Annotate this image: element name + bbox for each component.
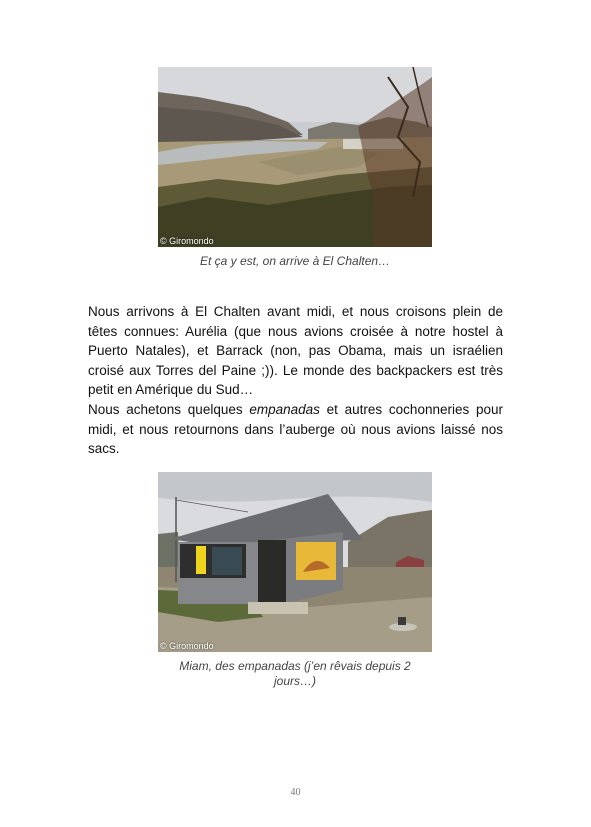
photo-caption: Miam, des empanadas (j’en rêvais depuis 2 jours…) (179, 659, 411, 688)
photo-watermark: © Giromondo (160, 641, 214, 651)
emphasized-word: empanadas (249, 402, 320, 417)
empanada-hut-photo (158, 472, 432, 652)
empanada-hut-image (158, 472, 432, 652)
photo-caption: Et ça y est, on arrive à El Chalten… (199, 254, 391, 268)
body-paragraph-2 (88, 400, 503, 459)
photo-watermark: © Giromondo (160, 236, 214, 246)
paragraph-text: Nous achetons quelques (88, 402, 250, 417)
el-chalten-landscape-image (158, 67, 432, 247)
body-paragraph-1: Nous arrivons à El Chalten avant midi, et nous croisons plein de têtes connues: Aurélia (que nous avions croisée à notre hostel à Puerto Natales), et Barrack (non, pas Obama, mais un israélien croisé aux Torres del Paine ;)). Le monde des backpackers est très petit en Amérique du Sud… (88, 304, 503, 397)
paragraph-text: et autres cochonneries pour midi, et nous retournons dans l’auberge où nous avions laissé nos sacs. (88, 402, 503, 456)
page-number: 40 (290, 787, 301, 798)
el-chalten-photo (158, 67, 432, 247)
